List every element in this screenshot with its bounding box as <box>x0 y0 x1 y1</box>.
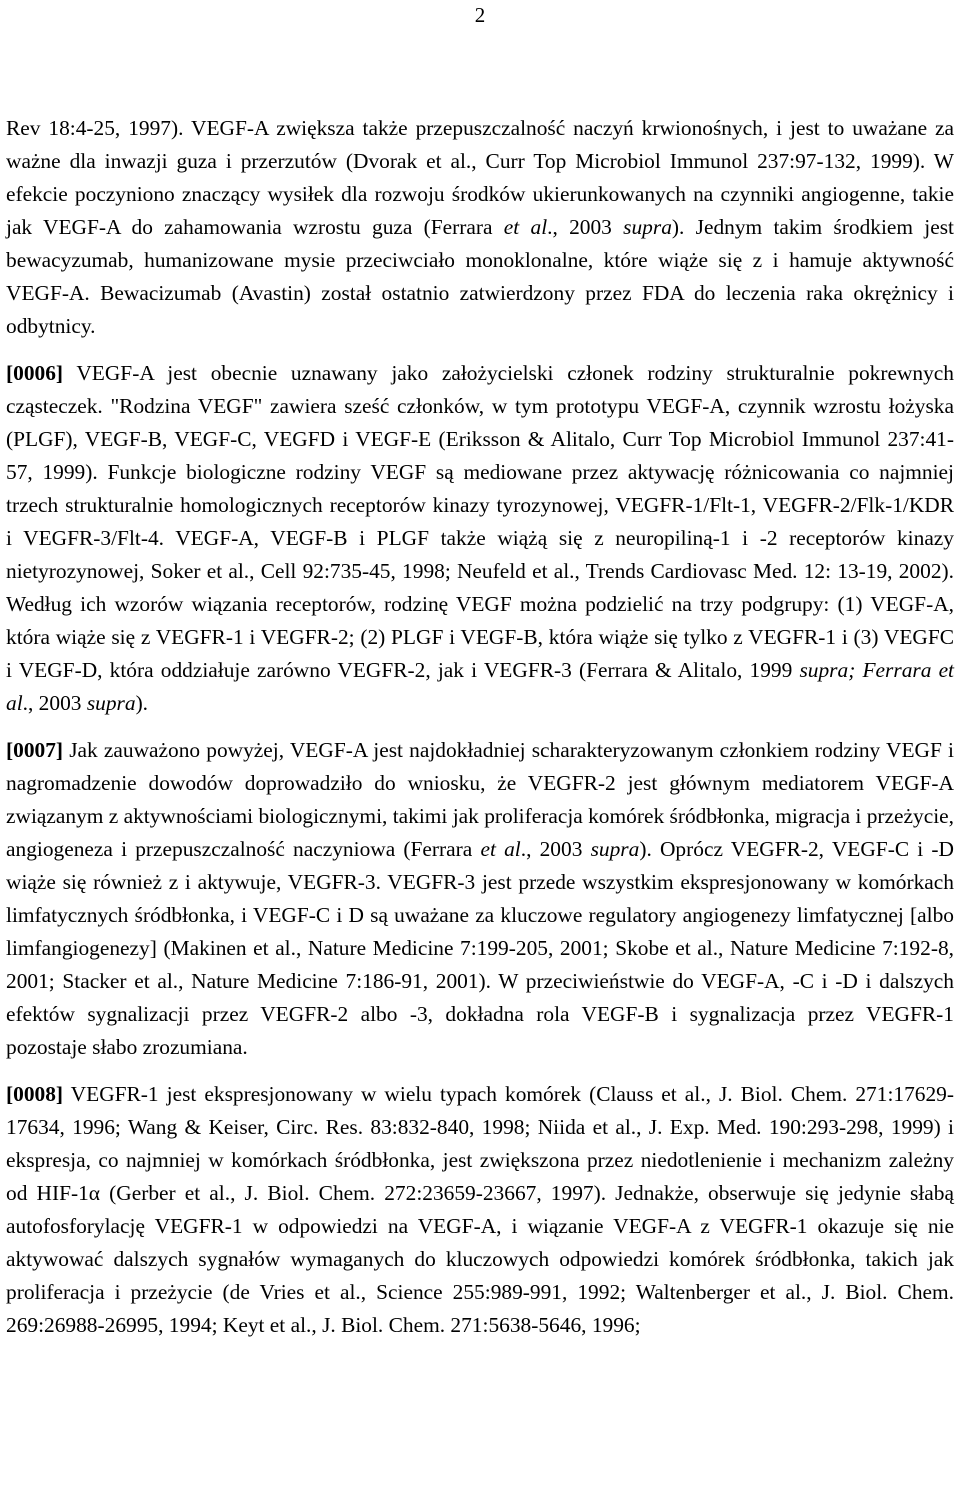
text-segment: Jak zauważono powyżej, VEGF-A jest najdokładniej scharakteryzowanym członkiem rodziny VEGF i nagromadzenie dowodów doprowadziło do wniosku, że VEGFR-2 jest głównym mediatorem VEGF-A związanym z aktywnościami biologicznymi, takimi jak proliferacja komórek śródbłonka, migracja i przeżycie, angiogeneza i przepuszczalność naczyniowa (Ferrara <box>6 738 954 861</box>
paragraph-0006 <box>6 357 954 720</box>
paragraph-0007 <box>6 734 954 1064</box>
italic-segment: supra <box>590 837 640 861</box>
text-segment: ). Oprócz VEGFR-2, VEGF-C i -D wiąże się również z i aktywuje, VEGFR-3. VEGFR-3 jest przede wszystkim ekspresjonowany w komórkach limfatycznych śródbłonka, i VEGF-C i D są uważane za kluczowe regulatory angiogenezy limfatycznej [albo limfangiogenezy] (Makinen et al., Nature Medicine 7:199-205, 2001; Skobe et al., Nature Medicine 7:192-8, 2001; Stacker et al., Nature Medicine 7:186-91, 2001). W przeciwieństwie do VEGF-A, -C i -D i dalszych efektów sygnalizacji przez VEGFR-2 albo -3, dokładna rola VEGF-B i sygnalizacja przez VEGFR-1 pozostaje słabo zrozumiana. <box>6 837 954 1059</box>
italic-segment: et al <box>503 215 548 239</box>
italic-segment: supra; Ferrara et al <box>6 658 955 715</box>
paragraph-0008 <box>6 1078 954 1342</box>
text-segment: Rev 18:4-25, 1997). VEGF-A zwiększa także przepuszczalność naczyń krwionośnych, i jest to uważane za ważne dla inwazji guza i przerzutów (Dvorak et al., Curr Top Microbiol Immunol 237:97-132, 1999). W efekcie poczyniono znaczący wysiłek dla rozwoju środków ukierunkowanych na czynniki angiogenne, takie jak VEGF-A do zahamowania wzrostu guza (Ferrara <box>6 116 954 239</box>
text-segment: ). Jednym takim środkiem jest bewacyzumab, humanizowane mysie przeciwciało monoklonalne, które wiąże się z i hamuje aktywność VEGF-A. Bewacizumab (Avastin) został ostatnio zatwierdzony przez FDA do leczenia raka okrężnicy i odbytnicy. <box>6 215 954 338</box>
text-segment: ., 2003 <box>520 837 591 861</box>
text-segment: ). <box>135 691 149 715</box>
text-segment: VEGFR-1 jest ekspresjonowany w wielu typach komórek (Clauss et al., J. Biol. Chem. 271:17629-17634, 1996; Wang & Keiser, Circ. Res. 83:832-840, 1998; Niida et al., J. Exp. Med. 190:293-298, 1999) i ekspresja, co najmniej w komórkach śródbłonka, jest zwiększona przez niedotlenienie i mechanizm zależny od HIF-1α (Gerber et al., J. Biol. Chem. 272:23659-23667, 1997). Jednakże, obserwuje się jedynie słabą autofosforylację VEGFR-1 w odpowiedzi na VEGF-A, i wiązanie VEGF-A z VEGFR-1 okazuje się nie aktywować dalszych sygnałów wymaganych do kluczowych odpowiedzi komórek śródbłonka, takich jak proliferacja i przeżycie (de Vries et al., Science 255:989-991, 1992; Waltenberger et al., J. Biol. Chem. 269:26988-26995, 1994; Keyt et al., J. Biol. Chem. 271:5638-5646, 1996; <box>6 1082 954 1337</box>
text-segment: ., 2003 <box>547 215 624 239</box>
page-number: 2 <box>474 3 486 27</box>
paragraph-number: [0007] <box>6 738 64 762</box>
paragraph-continuation <box>6 112 954 343</box>
paragraph-number: [0008] <box>6 1082 64 1106</box>
paragraph-number: [0006] <box>6 361 64 385</box>
italic-segment: et al <box>480 837 521 861</box>
italic-segment: supra <box>86 691 136 715</box>
text-segment: VEGF-A jest obecnie uznawany jako założycielski członek rodziny strukturalnie pokrewnych cząsteczek. "Rodzina VEGF" zawiera sześć członków, w tym prototypu VEGF-A, czynnik wzrostu łożyska (PLGF), VEGF-B, VEGF-C, VEGFD i VEGF-E (Eriksson & Alitalo, Curr Top Microbiol Immunol 237:41-57, 1999). Funkcje biologiczne rodziny VEGF są mediowane przez aktywację różnicowania co najmniej trzech strukturalnie homologicznych receptorów kinazy tyrozynowej, VEGFR-1/Flt-1, VEGFR-2/Flk-1/KDR i VEGFR-3/Flt-4. VEGF-A, VEGF-B i PLGF także wiążą się z neuropiliną-1 i -2 receptorów kinazy nietyrozynowej, Soker et al., Cell 92:735-45, 1998; Neufeld et al., Trends Cardiovasc Med. 12: 13-19, 2002). Według ich wzorów wiązania receptorów, rodzinę VEGF można podzielić na trzy podgrupy: (1) VEGF-A, która wiąże się z VEGFR-1 i VEGFR-2; (2) PLGF i VEGF-B, która wiąże się tylko z VEGFR-1 i (3) VEGFC i VEGF-D, która oddziałuje zarówno VEGFR-2, jak i VEGFR-3 (Ferrara & Alitalo, 1999 <box>6 361 954 682</box>
text-segment: ., 2003 <box>22 691 87 715</box>
italic-segment: supra <box>623 215 672 239</box>
document-body <box>6 112 954 1342</box>
